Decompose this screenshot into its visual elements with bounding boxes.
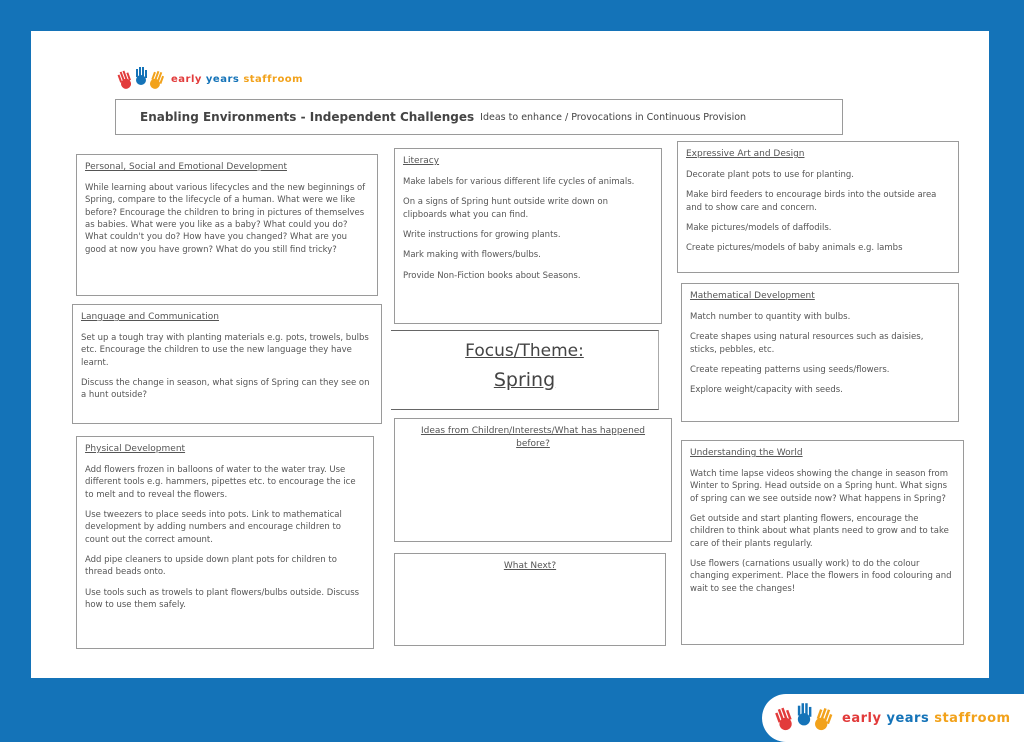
badge-word-years: years <box>886 710 930 726</box>
what-next-box <box>394 553 666 646</box>
maths-text-3: Create repeating patterns using seeds/flowers. <box>690 364 890 375</box>
focus-theme: Spring <box>493 369 556 391</box>
ideas-box <box>394 418 672 542</box>
top-logo <box>115 65 303 93</box>
handprints-icon <box>772 700 836 736</box>
literacy-text-2: On a signs of Spring hunt outside write down on clipboards what you can find. <box>403 197 608 220</box>
psed-box <box>76 154 378 296</box>
literacy-heading: Literacy <box>403 156 440 166</box>
expressive-text-1: Decorate plant pots to use for planting. <box>686 170 854 181</box>
expressive-text-4: Create pictures/models of baby animals e.g. lambs <box>686 243 903 254</box>
language-box <box>72 304 382 424</box>
title-box <box>115 99 843 135</box>
physical-text-3: Add pipe cleaners to upside down plant pots for children to thread beads onto. <box>85 554 337 578</box>
psed-text: While learning about various lifecycles and the new beginnings of Spring, compare to the lifecycle of a human. What were we like before? Encourage the children to bring in pictures of themselves as babies. What were you like as a baby? What could you do? What couldn't you do? How have you changed? What are you good at now you have grown? What do you still find tricky? <box>85 183 366 255</box>
language-text-1: Set up a tough tray with planting materials e.g. pots, trowels, bulbs etc. Encourage the children to use the new language they have learnt. <box>81 333 369 368</box>
what-next-heading: What Next? <box>503 561 557 571</box>
literacy-text-1: Make labels for various different life cycles of animals. <box>403 177 635 188</box>
logo-wordmark <box>171 74 303 85</box>
badge-word-early: early <box>842 710 882 726</box>
world-text-3: Use flowers (carnations usually work) to do the colour changing experiment. Place the flowers in food colouring and wait to see the changes! <box>690 558 952 594</box>
maths-box <box>681 283 959 422</box>
world-heading: Understanding the World <box>690 448 803 458</box>
badge-wordmark <box>842 711 1011 726</box>
ideas-heading: Ideas from Children/Interests/What has happened before? <box>420 426 646 450</box>
physical-text-2: Use tweezers to place seeds into pots. Link to mathematical development by adding numbers and encourage children to count out the correct amount. <box>85 509 342 545</box>
maths-text-4: Explore weight/capacity with seeds. <box>690 385 843 396</box>
literacy-text-4: Mark making with flowers/bulbs. <box>403 250 541 261</box>
logo-word-staffroom: staffroom <box>243 73 304 85</box>
expressive-text-2: Make bird feeders to encourage birds into the outside area and to show care and concern. <box>686 190 937 213</box>
world-box <box>681 440 964 645</box>
focus-label: Focus/Theme: <box>465 341 584 361</box>
maths-text-1: Match number to quantity with bulbs. <box>690 312 851 323</box>
brand-badge <box>762 694 1024 742</box>
expressive-box <box>677 141 959 273</box>
world-text-2: Get outside and start planting flowers, encourage the children to think about what plants need to grow and to take care of their plants regularly. <box>690 513 949 549</box>
physical-box <box>76 436 374 649</box>
document-subtitle: Ideas to enhance / Provocations in Continuous Provision <box>480 111 747 123</box>
logo-word-early: early <box>171 73 202 85</box>
language-text-2: Discuss the change in season, what signs of Spring can they see on a hunt outside? <box>81 377 370 401</box>
document-title: Enabling Environments - Independent Challenges <box>140 110 475 124</box>
expressive-text-3: Make pictures/models of daffodils. <box>686 222 832 233</box>
physical-text-1: Add flowers frozen in balloons of water to the water tray. Use different tools e.g. hammers, pipettes etc. to encourage the ice to melt and to reveal the flowers. <box>85 465 356 500</box>
literacy-text-5: Provide Non-Fiction books about Seasons. <box>403 270 581 281</box>
document-sheet <box>31 31 989 678</box>
literacy-box <box>394 148 662 324</box>
maths-heading: Mathematical Development <box>690 291 815 301</box>
badge-logo <box>772 700 1011 736</box>
language-heading: Language and Communication <box>81 312 220 322</box>
physical-heading: Physical Development <box>85 444 186 454</box>
handprints-icon <box>115 65 167 93</box>
physical-text-4: Use tools such as trowels to plant flowers/bulbs outside. Discuss how to use them safely. <box>85 587 360 610</box>
badge-word-staffroom: staffroom <box>934 710 1011 726</box>
literacy-text-3: Write instructions for growing plants. <box>403 229 561 240</box>
expressive-heading: Expressive Art and Design <box>686 149 805 159</box>
world-text-1: Watch time lapse videos showing the change in season from Winter to Spring. Head outside on a Spring hunt. What signs of spring can we see outside now? What happens in Spring? <box>690 469 949 504</box>
maths-text-2: Create shapes using natural resources such as daisies, sticks, pebbles, etc. <box>690 332 924 355</box>
logo-word-years: years <box>205 73 240 85</box>
focus-theme-box <box>391 330 659 410</box>
psed-heading: Personal, Social and Emotional Development <box>85 162 287 172</box>
